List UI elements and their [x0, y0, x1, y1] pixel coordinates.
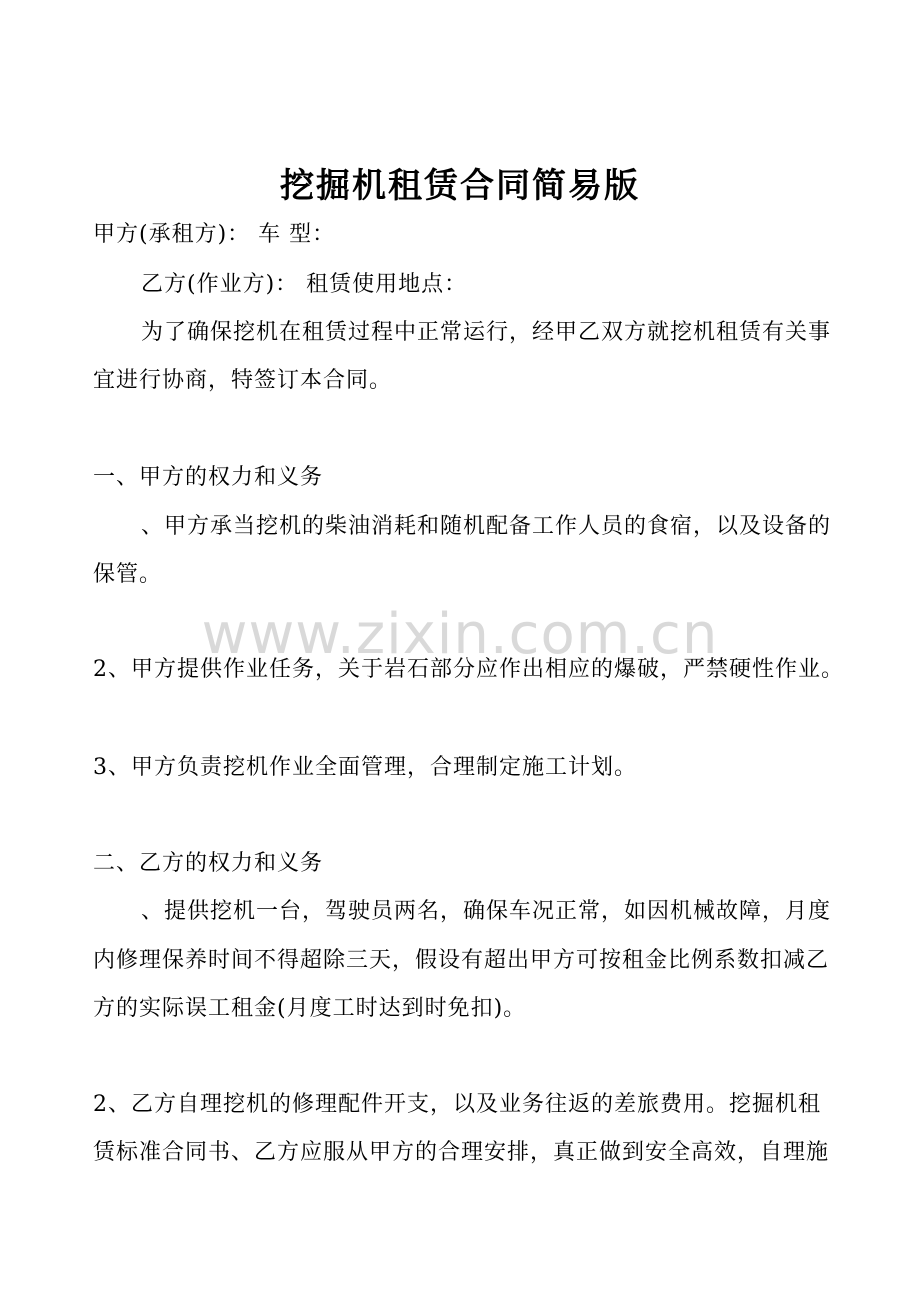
section-2-item-2-line-2: 赁标准合同书、乙方应服从甲方的合理安排，真正做到安全高效，自理施 [93, 1140, 830, 1165]
party-b-line: 乙方(作业方)： 租赁使用地点： [141, 272, 468, 297]
intro-paragraph-line-1: 为了确保挖机在租赁过程中正常运行，经甲乙双方就挖机租赁有关事 [141, 320, 832, 345]
watermark: www.zixin.com.cn [201, 602, 719, 667]
section-1-item-1-line-2: 保管。 [93, 562, 163, 587]
section-2-item-1-line-2: 内修理保养时间不得超除三天，假设有超出甲方可按租金比例系数扣减乙 [93, 948, 830, 973]
section-2-item-1-line-3: 方的实际误工租金(月度工时达到时免扣)。 [93, 996, 527, 1021]
section-1-item-3: 3、甲方负责挖机作业全面管理，合理制定施工计划。 [93, 755, 637, 780]
intro-paragraph-line-2: 宜进行协商，特签订本合同。 [93, 368, 393, 393]
section-2-item-2-line-1: 2、乙方自理挖机的修理配件开支，以及业务往返的差旅费用。挖掘机租 [93, 1092, 821, 1117]
section-1-heading: 一、甲方的权力和义务 [93, 465, 324, 490]
section-1-item-1-line-1: 、甲方承当挖机的柴油消耗和随机配备工作人员的食宿，以及设备的 [141, 514, 832, 539]
party-a-line: 甲方(承租方)： 车 型： [93, 222, 336, 247]
section-1-item-2: 2、甲方提供作业任务，关于岩石部分应作出相应的爆破，严禁硬性作业。 [93, 657, 844, 682]
section-2-item-1-line-1: 、提供挖机一台，驾驶员两名，确保车况正常，如因机械故障，月度 [141, 899, 832, 924]
section-2-heading: 二、乙方的权力和义务 [93, 851, 324, 876]
page-title: 挖掘机租赁合同简易版 [280, 166, 640, 206]
